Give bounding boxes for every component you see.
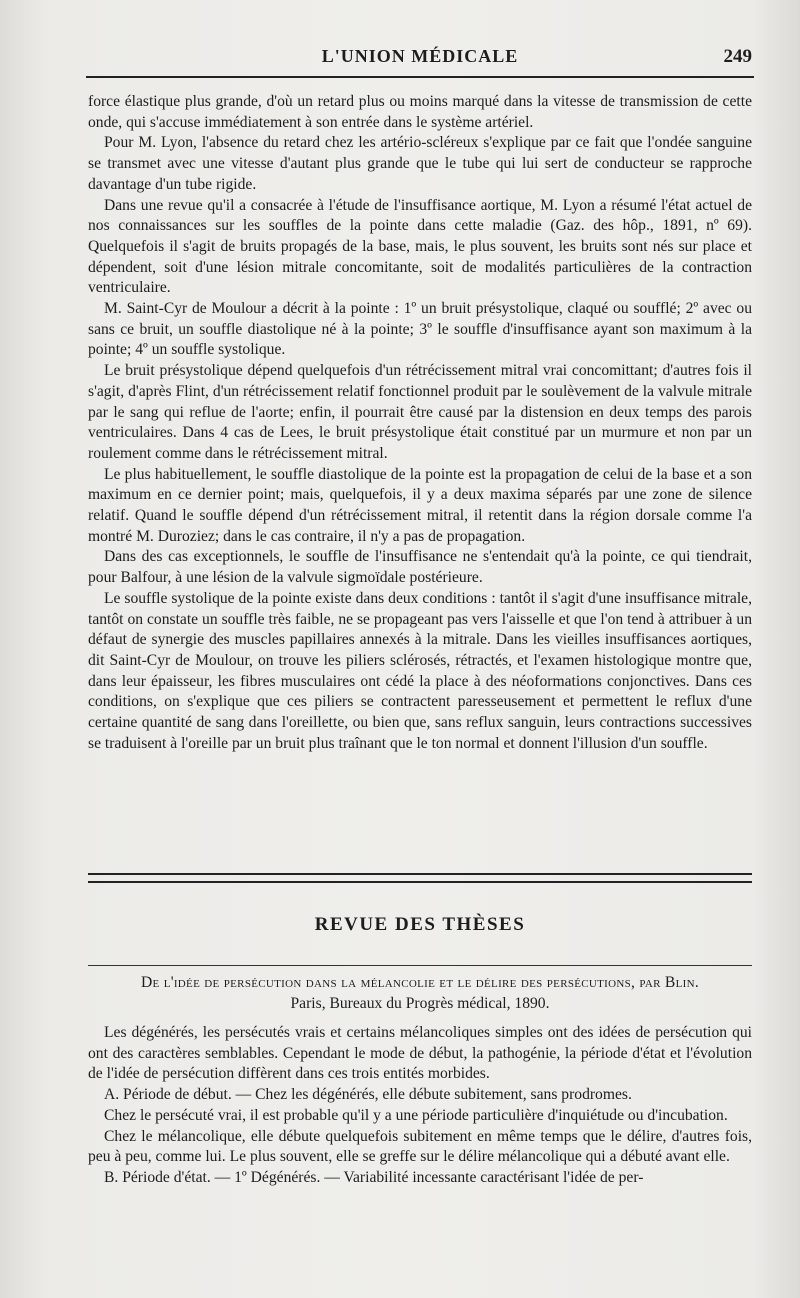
paragraph: Le plus habituellement, le souffle diastolique de la pointe est la propagation de celui de la base et a son maximum en ce dernier point; mais, quelquefois, il y a deux maxima séparés par une zone de silence relatif. Quand le souffle dépend d'un rétrécissement mitral, il retentit dans la région dorsale comme l'a montré M. Duroziez; dans le cas contraire, il n'y a pas de propagation. [88,465,752,545]
paragraph: Dans des cas exceptionnels, le souffle de l'insuffisance ne s'entendait qu'à la pointe, ce qui tiendrait, pour Balfour, à une lésion de la valvule sigmoïdale postérieure. [88,548,752,587]
paragraph: M. Saint-Cyr de Moulour a décrit à la pointe : 1º un bruit présystolique, claqué ou soufflé; 2º avec ou sans ce bruit, un souffle diastolique né à la pointe; 3º le souffle d'insuffisance ayant son maximum à la pointe; 4º un souffle systolique. [88,300,752,359]
header-rule [86,76,754,78]
page-header [88,44,752,72]
paragraph: B. Période d'état. — 1º Dégénérés. — Variabilité incessante caractérisant l'idée de per- [104,1168,644,1186]
article-title: De l'idée de persécution dans la mélancolie et le délire des persécutions, par Blin. [140,974,700,991]
body-text-continuation [88,92,752,755]
page-number: 249 [723,46,752,67]
article-heading [88,973,752,1014]
paragraph: Le souffle systolique de la pointe existe dans deux conditions : tantôt il s'agit d'une insuffisance mitrale, tantôt on constate un souffle très faible, ne se propageant pas vers l'aisselle et que l'on tend à attribuer à un défaut de synergie des muscles papillaires annexés à la mitrale. Dans les vieilles insuffisances aortiques, dit Saint-Cyr de Moulour, on trouve les piliers sclérosés, rétractés, et l'examen histologique montre que, dans leur épaisseur, les fibres musculaires ont cédé la place à des néoformations conjonctives. Dans ces conditions, on s'explique que ces piliers se contractent paresseusement et permettent le reflux d'une certaine quantité de sang dans l'oreillette, ou bien que, sans reflux sanguin, leurs contractions successives se traduisent à l'oreille par un bruit plus traînant que le ton normal et donnent l'illusion d'un souffle. [88,589,752,752]
paragraph: Les dégénérés, les persécutés vrais et certains mélancoliques simples ont des idées de persécution qui ont des caractères semblables. Cependant le mode de début, la pathogénie, la période d'état et l'évolution de l'idée de persécution diffèrent dans ces trois entités morbides. [88,1024,752,1083]
review-text [88,1023,752,1189]
section-divider [88,873,752,883]
paragraph: Chez le persécuté vrai, il est probable qu'il y a une période particulière d'inquiétude ou d'incubation. [104,1106,728,1124]
paragraph: A. Période de début. — Chez les dégénérés, elle débute subitement, sans prodromes. [104,1086,632,1104]
paragraph: Pour M. Lyon, l'absence du retard chez les artério-scléreux s'explique par ce fait que l'ondée sanguine se transmet avec une vitesse d'autant plus grande que le tube qui lui sert de conducteur se rapproche davantage d'un tube rigide. [88,134,752,193]
paragraph: force élastique plus grande, d'où un retard plus ou moins marqué dans la vitesse de transmission de cette onde, qui s'accuse immédiatement à son entrée dans le système artériel. [88,93,752,131]
paragraph: Le bruit présystolique dépend quelquefois d'un rétrécissement mitral vrai concomittant; d'autres fois il s'agit, d'après Flint, d'un rétrécissement relatif fonctionnel produit par le soulèvement de la valvule mitrale par le sang qui reflue de l'aorte; enfin, il pourrait être causé par la distension en deux temps des parois ventriculaires. Dans 4 cas de Lees, le bruit présystolique était constitué par un murmure et non par un roulement comme dans le rétrécissement mitral. [88,362,752,462]
section-title: REVUE DES THÈSES [314,914,526,935]
running-title: L'UNION MÉDICALE [321,46,519,66]
article-rule [88,965,752,966]
article-publisher: Paris, Bureaux du Progrès médical, 1890. [290,994,550,1012]
paragraph: Dans une revue qu'il a consacrée à l'étude de l'insuffisance aortique, M. Lyon a résumé l'état actuel de nos connaissances sur les souffles de la pointe dans cette maladie (Gaz. des hôp., 1891, nº 69). Quelquefois il s'agit de bruits propagés de la base, mais, le plus souvent, les bruits sont nés sur place et dépendent, soit d'une lésion mitrale concomitante, soit de modalités particulières de la contraction ventriculaire. [88,196,752,297]
paragraph: Chez le mélancolique, elle débute quelquefois subitement en même temps que le délire, d'autres fois, peu à peu, comme lui. Le plus souvent, elle se greffe sur le délire mélancolique qui a débuté avant elle. [88,1127,752,1166]
